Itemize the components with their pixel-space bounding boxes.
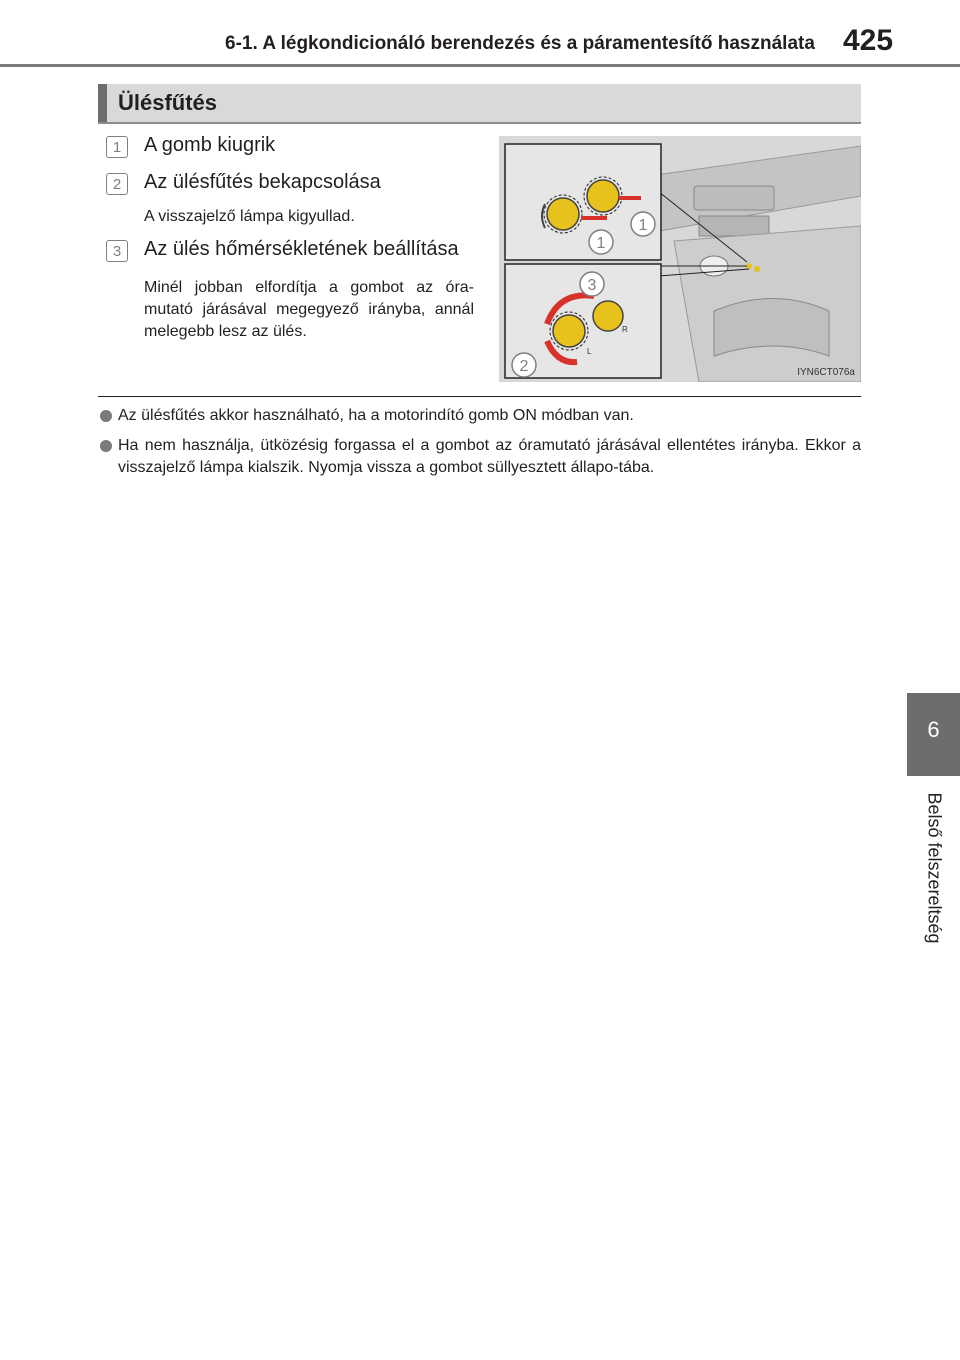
step-2-note: A visszajelző lámpa kigyullad. [144, 208, 355, 225]
callout-overlay [499, 136, 861, 382]
step-3-label: Az ülés hőmérsékletének beállítása [144, 238, 459, 260]
step-3-note: Minél jobban elfordítja a gombot az óra-mutató járásával megegyező irányba, annál melegebb lesz az ülés. [144, 279, 474, 340]
step-1-badge: 1 [106, 136, 128, 158]
section-divider [98, 396, 861, 397]
seat-heater-illustration [499, 136, 861, 382]
knob-label-left: L [587, 347, 592, 356]
svg-text:2: 2 [519, 358, 529, 375]
step-1-label: A gomb kiugrik [144, 134, 276, 156]
chapter-label: Belső felszereltség [924, 792, 945, 944]
callout-1-top [631, 212, 655, 236]
step-2-label: Az ülésfűtés bekapcsolása [144, 171, 381, 193]
bullet-dot-icon [100, 410, 112, 422]
illustration-code: IYN6CT076a [797, 367, 855, 378]
bullet-text: Ha nem használja, ütközésig forgassa el a gombot az óramutató járásával ellentétes irányba. Ekkor a visszajelző lámpa kialszik. Nyomja vissza a gombot süllyesztett állapo-tába. [118, 437, 861, 476]
section-title: Ülésfűtés [118, 90, 218, 115]
svg-text:1: 1 [596, 235, 606, 252]
bullet-item [118, 435, 861, 479]
page-number: 425 [843, 24, 894, 57]
step-3-badge: 3 [106, 240, 128, 262]
chapter-number: 6 [927, 717, 940, 742]
running-header: 6-1. A légkondicionáló berendezés és a páramentesítő használata [225, 33, 815, 54]
callout-2 [512, 353, 536, 377]
section-accent [98, 84, 107, 122]
section-heading-bar [98, 84, 861, 124]
callout-3 [580, 272, 604, 296]
bullet-item [118, 405, 861, 427]
callout-1-bottom [589, 230, 613, 254]
knob-label-right: R [622, 325, 628, 334]
bullet-dot-icon [100, 440, 112, 452]
step-2-badge: 2 [106, 173, 128, 195]
svg-text:3: 3 [587, 277, 597, 294]
bullet-text: Az ülésfűtés akkor használható, ha a motorindító gomb ON módban van. [118, 407, 634, 424]
svg-text:1: 1 [638, 217, 648, 234]
header-rule [0, 64, 960, 67]
chapter-tab [907, 693, 960, 776]
